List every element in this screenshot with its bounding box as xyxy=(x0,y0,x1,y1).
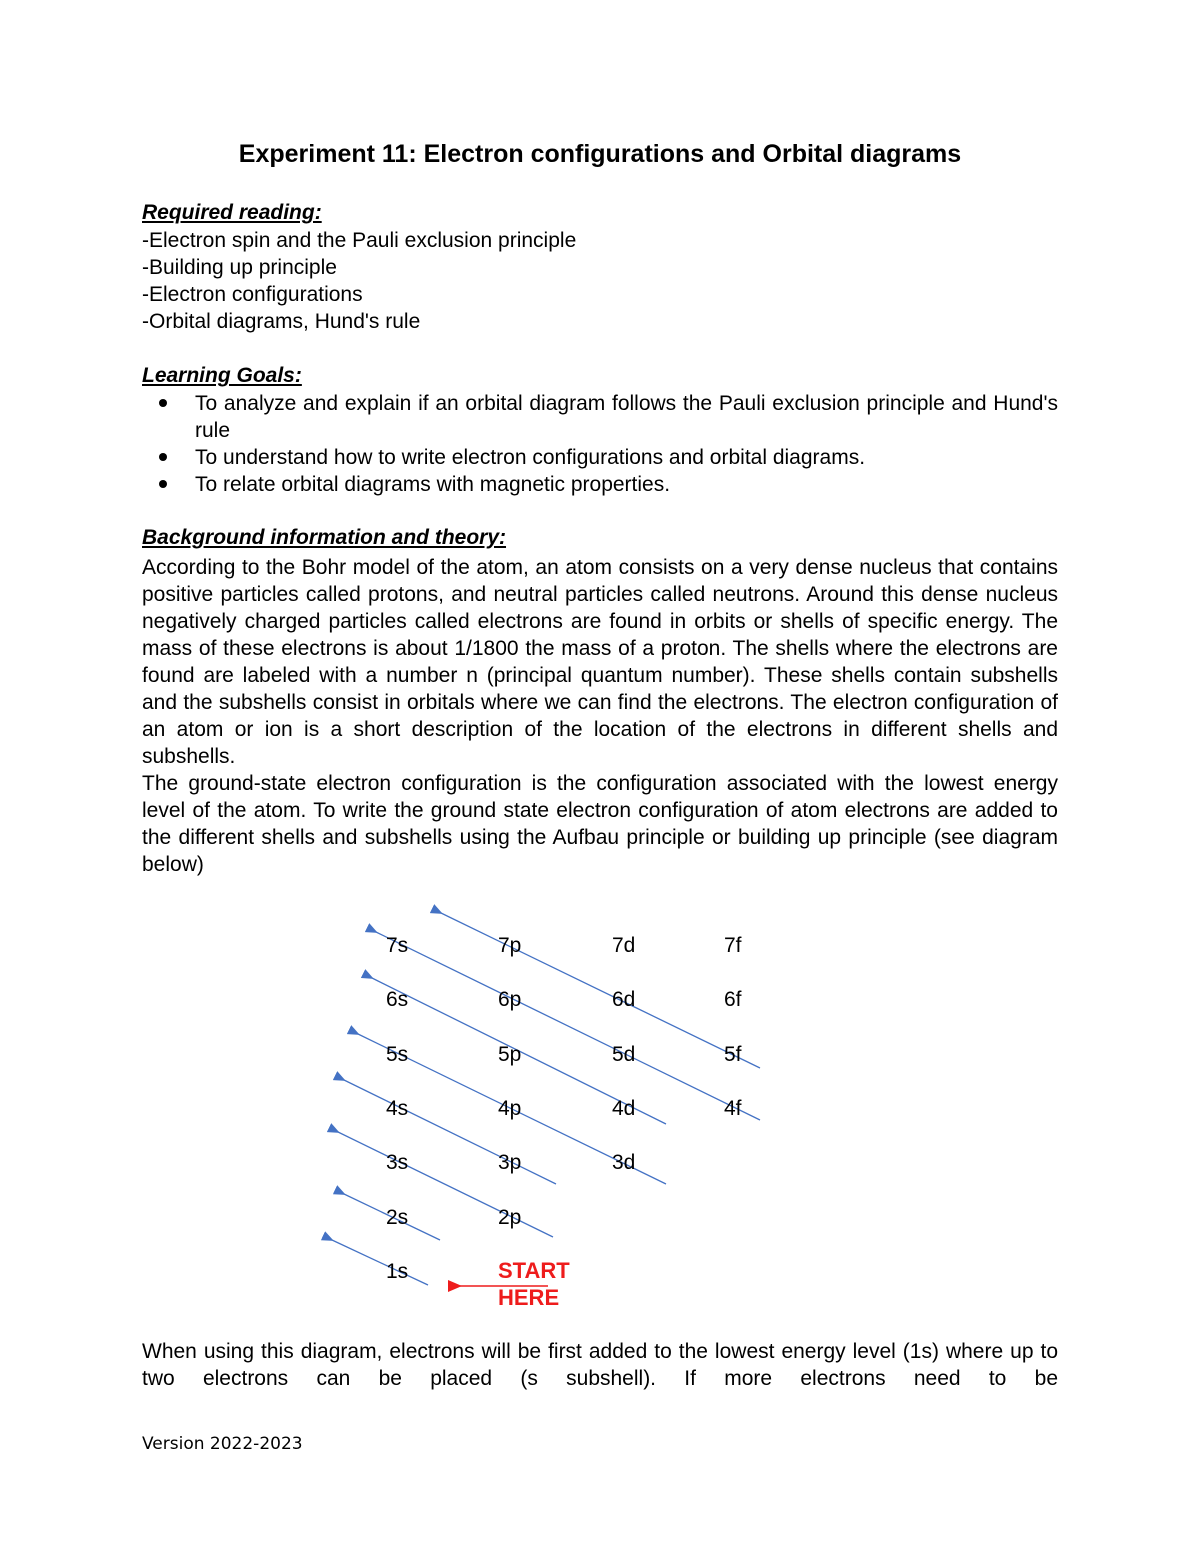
reading-item: -Building up principle xyxy=(142,256,337,279)
here-label: HERE xyxy=(498,1285,560,1310)
reading-item: -Orbital diagrams, Hund's rule xyxy=(142,310,421,333)
orbital-label: 3p xyxy=(498,1151,522,1174)
orbital-label: 5d xyxy=(612,1043,636,1066)
orbital-label: 1s xyxy=(386,1260,409,1283)
required-reading-heading: Required reading: xyxy=(142,201,322,224)
orbital-label: 5s xyxy=(386,1043,409,1066)
background-paragraph-2: The ground-state electron configuration is the configuration associated with the lowest energy level of the atom. To write the ground state electron configuration of atom electrons are added to the different shells and subshells using the Aufbau principle or building up principle (see diagram below) xyxy=(142,772,1058,876)
reading-item: -Electron configurations xyxy=(142,283,363,306)
goal-item: To analyze and explain if an orbital diagram follows the Pauli exclusion principle and Hund's rule xyxy=(142,390,1058,444)
background-paragraph-1: According to the Bohr model of the atom, an atom consists on a very dense nucleus that contains positive particles called protons, and neutral particles called neutrons. Around this dense nucleus negatively charged particles called electrons are found in orbits or shells of specific energy. The mass of these electrons is about 1/1800 the mass of a proton. The shells where the electrons are found are labeled with a number n (principal quantum number). These shells contain subshells and the subshells consist in orbitals where we can find the electrons. The electron configuration of an atom or ion is a short description of the location of the electrons in different shells and subshells. xyxy=(142,556,1058,768)
orbital-label: 6s xyxy=(386,988,409,1011)
diagonal-arrow xyxy=(441,913,760,1068)
page-title: Experiment 11: Electron configurations and Orbital diagrams xyxy=(238,140,962,168)
orbital-label: 3s xyxy=(386,1151,409,1174)
learning-goals-heading: Learning Goals: xyxy=(142,364,302,387)
orbital-label: 7s xyxy=(386,934,409,957)
diagonal-arrow xyxy=(332,1240,428,1285)
orbital-label: 7f xyxy=(724,934,742,957)
start-label: START xyxy=(498,1258,570,1283)
orbital-label: 2p xyxy=(498,1206,522,1229)
orbital-label: 7p xyxy=(498,934,522,957)
goal-item: To relate orbital diagrams with magnetic properties. xyxy=(142,471,1058,498)
goal-item: To understand how to write electron configurations and orbital diagrams. xyxy=(142,444,1058,471)
orbital-label: 6p xyxy=(498,988,522,1011)
orbital-label: 6d xyxy=(612,988,636,1011)
diagonal-arrow xyxy=(344,1080,556,1184)
diagonal-arrow xyxy=(376,932,760,1120)
orbital-label: 3d xyxy=(612,1151,636,1174)
orbital-label: 4f xyxy=(724,1097,742,1120)
orbital-label: 6f xyxy=(724,988,742,1011)
orbital-label: 5f xyxy=(724,1043,742,1066)
orbital-label: 4p xyxy=(498,1097,522,1120)
orbital-label: 2s xyxy=(386,1206,409,1229)
orbital-label: 4d xyxy=(612,1097,636,1120)
orbital-label: 7d xyxy=(612,934,636,957)
background-heading: Background information and theory: xyxy=(142,526,507,549)
orbital-label: 4s xyxy=(386,1097,409,1120)
version-footer: Version 2022-2023 xyxy=(142,1434,303,1454)
orbital-label: 5p xyxy=(498,1043,522,1066)
continuation-paragraph: When using this diagram, electrons will be first added to the lowest energy level (1s) where up to two electrons can be placed (s subshell). If more electrons need to be xyxy=(142,1340,1058,1390)
reading-item: -Electron spin and the Pauli exclusion principle xyxy=(142,229,577,252)
